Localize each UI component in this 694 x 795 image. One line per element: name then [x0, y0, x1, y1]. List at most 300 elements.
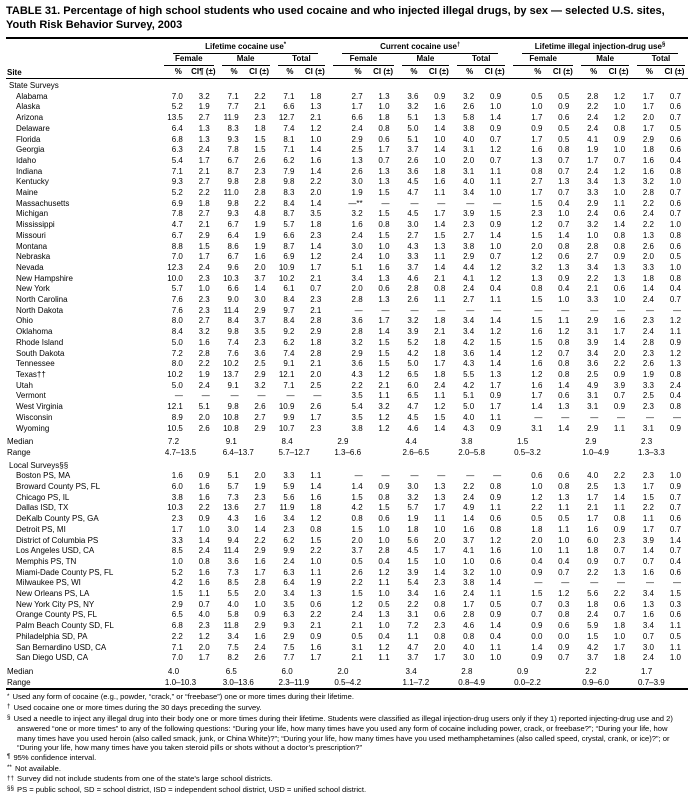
value-cell: 0.9: [558, 273, 570, 283]
group-header-marker: *: [283, 42, 287, 48]
value-cell: 0.9: [669, 482, 681, 492]
percent-header: %: [286, 67, 294, 76]
value-cell: 5.5: [463, 369, 475, 379]
value-cell: 0.8: [558, 145, 570, 155]
value-cell: 1.4: [434, 123, 446, 133]
value-cell: 0.7: [642, 556, 654, 566]
section-label: State Surveys: [9, 81, 59, 90]
value-cell: 1.0: [434, 155, 446, 165]
value-cell: 8.9: [171, 412, 183, 422]
value-cell: 1.7: [434, 209, 446, 219]
value-cell: 2.0: [198, 412, 210, 422]
value-cell: 0.8: [434, 284, 446, 294]
value-cell: 2.8: [642, 188, 654, 198]
value-cell: —: [673, 305, 681, 315]
value-cell: 8.7: [283, 241, 295, 251]
value-cell: 0.9: [198, 514, 210, 524]
value-cell: 1.3: [434, 241, 446, 251]
table-row: [6, 102, 688, 113]
value-cell: 10.2: [278, 273, 295, 283]
value-cell: 5.5: [227, 589, 239, 599]
value-cell: 8.7: [227, 166, 239, 176]
site-name: New York City PS, NY: [16, 599, 95, 609]
value-cell: 0.9: [531, 567, 543, 577]
value-cell: 0.4: [669, 391, 681, 401]
value-cell: 5.0: [171, 380, 183, 390]
value-cell: 0.9: [310, 631, 322, 641]
value-cell: 1.6: [613, 316, 626, 326]
table-row: [6, 514, 688, 525]
value-cell: 1.8: [254, 123, 266, 133]
table-row: [6, 600, 688, 611]
value-cell: 1.0: [434, 556, 446, 566]
value-cell: 0.6: [613, 209, 626, 219]
value-cell: 1.4: [558, 423, 570, 433]
value-cell: 2.3: [254, 166, 266, 176]
footnote-marker: ††: [7, 774, 14, 782]
value-cell: 7.1: [171, 166, 183, 176]
value-cell: 4.3: [463, 359, 475, 369]
value-cell: 6.6: [283, 102, 295, 112]
value-cell: 4.7: [171, 220, 183, 230]
value-cell: 2.3: [198, 273, 210, 283]
value-cell: 0.7: [558, 166, 570, 176]
value-cell: 1.0: [378, 535, 390, 545]
value-cell: 1.7: [613, 327, 626, 337]
value-cell: 1.6: [254, 514, 266, 524]
ci-header: CI (±): [428, 67, 449, 76]
value-cell: 1.3: [613, 273, 626, 283]
value-cell: 7.7: [227, 102, 239, 112]
value-cell: 2.1: [310, 621, 322, 631]
value-cell: —: [313, 391, 322, 401]
value-cell: 1.7: [310, 412, 322, 422]
value-cell: 1.4: [613, 337, 626, 347]
value-cell: 0.8: [669, 166, 681, 176]
value-cell: 1.0: [613, 295, 626, 305]
value-cell: 3.5: [254, 327, 266, 337]
value-cell: 0.6: [310, 599, 322, 609]
value-cell: 5.2: [171, 188, 183, 198]
value-cell: 1.7: [587, 492, 599, 502]
value-cell: 1.4: [434, 567, 446, 577]
value-cell: 1.7: [310, 262, 322, 272]
value-cell: 1.4: [642, 284, 654, 294]
table-row: [6, 643, 688, 654]
footnote: § Used a needle to inject any illegal drug into their body one or more times during their lifetime. Students were classified as illegal injection-drug users only if they 1) reported injecting-drug use and 2) answered “one or more times” to any of the following questions: “During your life, how many times have you used any form of cocaine including power, crack, or freebase?”; “During your life, how many times have you used heroin (also called smack, junk, or China White)?”; “During your life, how many times have you used methamphetamines (also called speed, crystal, crank, or ice)?”; or “During your life, how many times have you taken steroid pills or shots without a doctor’s prescription?”: [7, 713, 673, 753]
value-cell: 1.6: [310, 155, 322, 165]
value-cell: 2.6: [254, 402, 266, 412]
value-cell: 4.6: [407, 423, 419, 433]
value-cell: 2.3: [613, 535, 626, 545]
value-cell: 1.6: [642, 166, 654, 176]
range-value: 0.5–3.2: [514, 447, 541, 457]
median-value: 0.9: [517, 666, 529, 676]
value-cell: 7.1: [227, 91, 239, 101]
value-cell: 3.2: [351, 337, 363, 347]
value-cell: 1.6: [198, 337, 210, 347]
table-row: [6, 188, 688, 199]
value-cell: 12.7: [278, 113, 295, 123]
value-cell: 1.6: [642, 567, 654, 577]
range-value: 6.4–13.7: [222, 447, 254, 457]
value-cell: 0.9: [558, 102, 570, 112]
value-cell: 0.5: [489, 599, 502, 609]
value-cell: 2.3: [310, 295, 322, 305]
value-cell: 2.2: [407, 599, 419, 609]
value-cell: 8.6: [227, 241, 239, 251]
value-cell: 3.2: [463, 91, 475, 101]
group-header-label: Lifetime cocaine use*: [173, 41, 318, 54]
value-cell: 0.7: [489, 155, 502, 165]
value-cell: 4.2: [351, 503, 363, 513]
value-cell: 0.7: [558, 348, 570, 358]
value-cell: 2.8: [198, 348, 210, 358]
value-cell: 0.7: [378, 155, 390, 165]
value-cell: 1.2: [378, 567, 390, 577]
value-cell: 1.2: [378, 369, 390, 379]
value-cell: 6.2: [283, 535, 295, 545]
value-cell: 1.2: [531, 492, 543, 502]
value-cell: 1.9: [642, 369, 654, 379]
value-cell: 3.8: [171, 492, 183, 502]
table-row: [6, 252, 688, 263]
value-cell: 0.8: [378, 220, 390, 230]
value-cell: 2.0: [254, 589, 266, 599]
value-cell: 3.3: [642, 262, 654, 272]
value-cell: 0.4: [378, 631, 390, 641]
value-cell: 3.2: [254, 380, 266, 390]
value-cell: 2.4: [434, 380, 446, 390]
site-name: Idaho: [16, 155, 37, 165]
value-cell: 3.2: [198, 91, 210, 101]
value-cell: 1.7: [198, 653, 210, 663]
value-cell: 1.7: [531, 134, 543, 144]
value-cell: 3.2: [531, 262, 543, 272]
footnotes: [6, 692, 688, 795]
table-row: [6, 610, 688, 621]
value-cell: 7.7: [283, 653, 295, 663]
value-cell: 1.5: [310, 535, 322, 545]
value-cell: 2.8: [463, 610, 475, 620]
value-cell: 0.7: [669, 209, 681, 219]
value-cell: 1.1: [489, 295, 502, 305]
value-cell: 1.4: [489, 621, 502, 631]
group-header-label: Lifetime illegal injection-drug use§: [522, 41, 678, 54]
table-row: [6, 471, 688, 482]
group-header: [328, 38, 508, 54]
range-row: [6, 448, 688, 459]
value-cell: 1.3: [378, 610, 390, 620]
table-row: [6, 359, 688, 370]
value-cell: 3.5: [283, 599, 295, 609]
value-cell: 1.6: [587, 524, 599, 534]
value-cell: 0.4: [669, 284, 681, 294]
value-cell: 1.5: [351, 589, 363, 599]
table-row: [6, 621, 688, 632]
value-cell: 1.2: [558, 589, 570, 599]
value-cell: 6.0: [587, 535, 599, 545]
value-cell: 0.6: [558, 621, 570, 631]
value-cell: 1.0: [669, 220, 681, 230]
value-cell: 2.7: [463, 230, 475, 240]
value-cell: 10.3: [223, 273, 239, 283]
value-cell: 2.0: [254, 471, 266, 481]
value-cell: 1.6: [198, 578, 210, 588]
value-cell: 1.5: [489, 209, 502, 219]
value-cell: —: [354, 305, 363, 315]
value-cell: 0.7: [669, 295, 681, 305]
value-cell: 3.2: [198, 327, 210, 337]
value-cell: 0.4: [531, 556, 543, 566]
value-cell: 0.4: [558, 556, 570, 566]
value-cell: 2.9: [310, 327, 322, 337]
value-cell: 1.0: [434, 524, 446, 534]
value-cell: 1.5: [531, 337, 543, 347]
value-cell: 1.6: [531, 359, 543, 369]
value-cell: 1.5: [198, 241, 210, 251]
value-cell: 3.6: [463, 348, 475, 358]
site-name: Delaware: [16, 123, 50, 133]
value-cell: 1.0: [463, 556, 475, 566]
value-cell: 4.1: [587, 134, 599, 144]
value-cell: 1.5: [669, 589, 681, 599]
value-cell: 3.7: [254, 273, 266, 283]
median-value: 1.7: [641, 666, 653, 676]
value-cell: 3.8: [463, 241, 475, 251]
value-cell: 1.2: [489, 327, 502, 337]
value-cell: 5.6: [407, 535, 419, 545]
sex-header: [217, 54, 273, 66]
value-cell: 3.4: [642, 621, 654, 631]
value-cell: 1.5: [171, 589, 183, 599]
value-cell: 4.7: [407, 642, 419, 652]
value-cell: 1.0: [531, 102, 543, 112]
value-cell: 3.1: [531, 423, 543, 433]
table-row: [6, 209, 688, 220]
value-cell: 2.4: [463, 284, 475, 294]
site-name: Orange County PS, FL: [16, 610, 97, 620]
value-cell: 6.9: [283, 252, 295, 262]
value-cell: 3.4: [283, 589, 295, 599]
value-cell: 1.3: [310, 589, 322, 599]
value-cell: 6.5: [407, 391, 419, 401]
value-cell: —: [493, 305, 502, 315]
value-cell: 0.9: [531, 123, 543, 133]
value-cell: 0.5: [531, 91, 543, 101]
value-cell: 1.2: [669, 316, 681, 326]
value-cell: 1.7: [434, 359, 446, 369]
value-cell: 1.7: [434, 653, 446, 663]
value-cell: 6.3: [171, 145, 183, 155]
value-cell: 1.9: [254, 482, 266, 492]
value-cell: 2.8: [254, 177, 266, 187]
value-cell: 1.1: [642, 514, 654, 524]
value-cell: 2.2: [587, 273, 599, 283]
value-cell: 1.0: [613, 102, 626, 112]
value-cell: 0.7: [558, 188, 570, 198]
value-cell: 1.2: [310, 252, 322, 262]
value-cell: 0.9: [489, 123, 502, 133]
value-cell: 2.1: [434, 273, 446, 283]
value-cell: 2.3: [254, 113, 266, 123]
value-cell: 2.0: [310, 369, 322, 379]
value-cell: —: [534, 412, 543, 422]
value-cell: 8.5: [227, 578, 239, 588]
value-cell: 2.0: [434, 642, 446, 652]
value-cell: 2.1: [198, 220, 210, 230]
value-cell: 5.8: [227, 610, 239, 620]
value-cell: 3.4: [587, 348, 599, 358]
value-cell: 0.8: [558, 482, 570, 492]
value-cell: 0.6: [613, 599, 626, 609]
value-cell: 1.0: [558, 535, 570, 545]
value-cell: 0.7: [669, 524, 681, 534]
value-cell: 2.2: [254, 535, 266, 545]
value-cell: 1.4: [531, 642, 543, 652]
median-value: 8.4: [281, 437, 293, 447]
value-cell: 1.1: [434, 188, 446, 198]
value-cell: 1.1: [310, 471, 322, 481]
table-row: [6, 220, 688, 231]
site-name: San Bernardino USD, CA: [16, 642, 107, 652]
value-cell: 1.8: [434, 369, 446, 379]
value-cell: 3.6: [254, 348, 266, 358]
value-cell: 2.6: [642, 241, 654, 251]
value-cell: 5.9: [587, 621, 599, 631]
value-cell: 1.6: [434, 102, 446, 112]
value-cell: 2.6: [254, 155, 266, 165]
value-cell: 2.9: [254, 546, 266, 556]
value-cell: 6.0: [407, 380, 419, 390]
value-cell: 9.0: [227, 295, 239, 305]
value-cell: 1.1: [407, 631, 419, 641]
value-cell: 2.9: [587, 198, 599, 208]
sex-header: [576, 54, 632, 66]
value-cell: 3.4: [463, 188, 475, 198]
table-row: [6, 135, 688, 146]
value-cell: 1.7: [198, 155, 210, 165]
value-cell: 1.5: [378, 503, 390, 513]
value-cell: 3.2: [587, 220, 599, 230]
value-cell: 5.4: [351, 402, 363, 412]
value-cell: 0.7: [558, 567, 570, 577]
footnote-marker: *: [7, 692, 10, 700]
value-cell: 0.7: [613, 556, 626, 566]
value-cell: 1.5: [489, 337, 502, 347]
value-cell: 7.8: [171, 209, 183, 219]
value-cell: 4.2: [463, 380, 475, 390]
value-cell: 0.6: [489, 556, 502, 566]
sex-header: [452, 54, 508, 66]
value-cell: 2.2: [613, 359, 626, 369]
value-cell: 2.1: [310, 273, 322, 283]
value-cell: 1.2: [310, 514, 322, 524]
value-cell: —: [257, 391, 266, 401]
value-cell: 6.8: [171, 134, 183, 144]
value-cell: 5.6: [283, 492, 295, 502]
value-cell: 2.6: [254, 653, 266, 663]
value-cell: 0.4: [669, 556, 681, 566]
value-cell: 1.3: [558, 177, 570, 187]
value-cell: 0.6: [613, 284, 626, 294]
range-value: 1.3–6.6: [334, 447, 362, 457]
value-cell: 3.5: [310, 209, 322, 219]
value-cell: 6.5: [171, 610, 183, 620]
value-cell: 2.4: [351, 252, 363, 262]
value-cell: 4.8: [254, 209, 266, 219]
value-cell: 9.8: [227, 402, 239, 412]
value-cell: 4.0: [463, 134, 475, 144]
value-cell: 5.0: [407, 359, 419, 369]
footnote: †† Survey did not include students from one of the state’s large school districts.: [7, 774, 273, 784]
value-cell: 10.8: [223, 412, 239, 422]
value-cell: 4.6: [407, 273, 419, 283]
value-cell: 7.5: [283, 642, 295, 652]
value-cell: 0.8: [558, 359, 570, 369]
value-cell: 2.9: [587, 423, 599, 433]
value-cell: 2.3: [198, 305, 210, 315]
value-cell: 8.4: [283, 316, 295, 326]
value-cell: 2.6: [407, 295, 419, 305]
value-cell: 1.0: [587, 230, 599, 240]
value-cell: 11.9: [223, 113, 239, 123]
site-name: Los Angeles USD, CA: [16, 546, 95, 556]
value-cell: 8.8: [171, 241, 183, 251]
value-cell: 8.3: [283, 188, 295, 198]
value-cell: 0.6: [558, 391, 570, 401]
value-cell: 0.9: [489, 220, 502, 230]
value-cell: 2.5: [254, 359, 266, 369]
value-cell: 0.8: [531, 166, 543, 176]
value-cell: 1.9: [310, 578, 322, 588]
value-cell: 7.1: [171, 642, 183, 652]
value-cell: 13.6: [223, 503, 239, 513]
value-cell: 2.3: [642, 402, 654, 412]
value-cell: 1.5: [531, 230, 543, 240]
value-cell: 3.4: [642, 589, 654, 599]
value-cell: 9.3: [283, 621, 295, 631]
median-value: 2.9: [337, 437, 349, 447]
range-value: 0.7–3.9: [638, 677, 665, 687]
value-cell: 1.2: [669, 348, 681, 358]
value-cell: 1.5: [254, 145, 266, 155]
value-cell: 0.8: [310, 524, 322, 534]
value-cell: 3.4: [587, 177, 599, 187]
value-cell: —: [617, 305, 626, 315]
value-cell: 0.9: [613, 134, 626, 144]
site-name: Dallas ISD, TX: [16, 503, 69, 513]
value-cell: 1.0: [378, 524, 390, 534]
value-cell: 1.4: [489, 359, 502, 369]
percent-header: %: [410, 67, 418, 76]
value-cell: 3.9: [407, 567, 419, 577]
value-cell: 3.3: [171, 535, 183, 545]
value-cell: 1.0: [378, 589, 390, 599]
value-cell: 1.6: [378, 262, 390, 272]
value-cell: 0.6: [558, 252, 570, 262]
value-cell: —: [645, 305, 654, 315]
median-label: Median: [7, 437, 34, 447]
value-cell: 1.4: [254, 284, 266, 294]
value-cell: 2.4: [642, 653, 654, 663]
value-cell: 9.8: [227, 177, 239, 187]
value-cell: 4.3: [463, 423, 475, 433]
value-cell: 1.7: [351, 102, 363, 112]
value-cell: 6.6: [227, 284, 239, 294]
value-cell: 2.0: [434, 535, 446, 545]
value-cell: 2.2: [642, 198, 654, 208]
